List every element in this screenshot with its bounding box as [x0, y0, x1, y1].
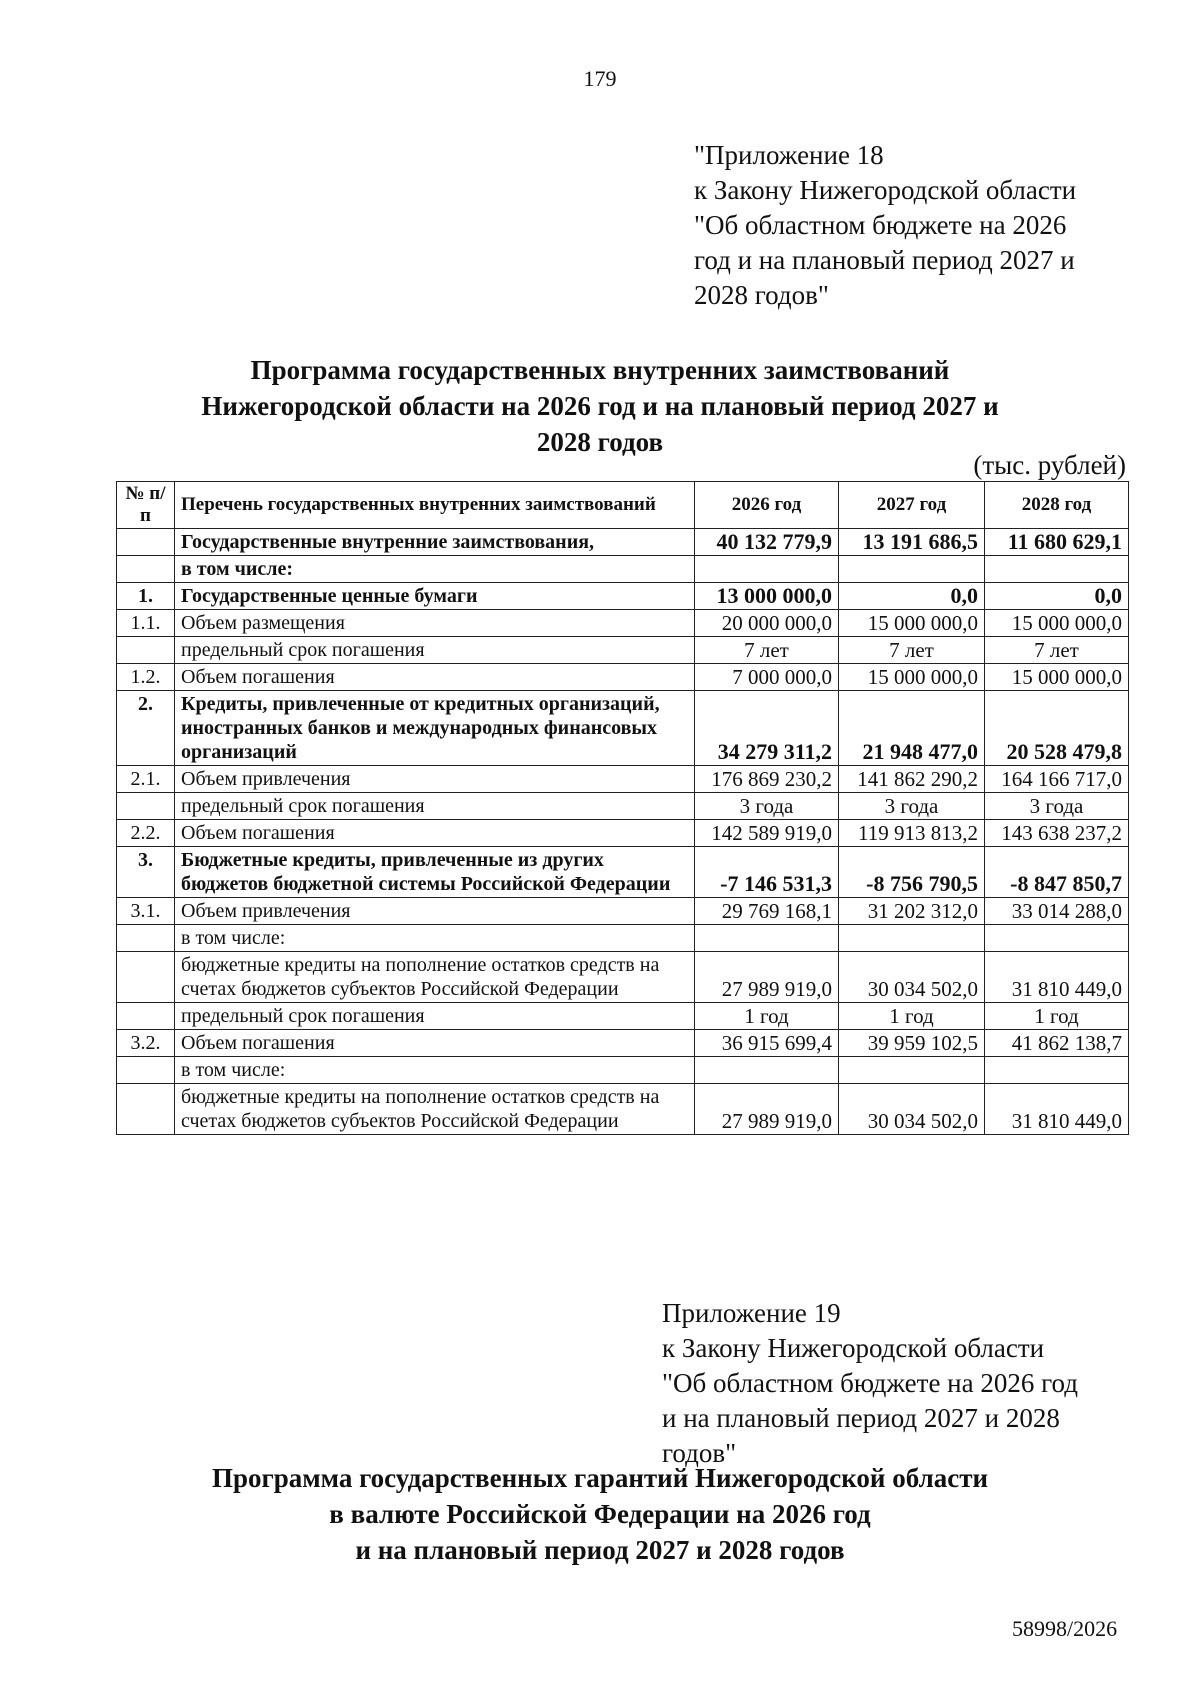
guarantee-program-title — [0, 1460, 1200, 1568]
table-row — [117, 1003, 1129, 1030]
value-2028: 31 810 449,0 — [985, 952, 1129, 1003]
table-row — [117, 610, 1129, 637]
value-2026: 27 989 919,0 — [695, 1084, 839, 1135]
value-2027: 3 года — [839, 793, 985, 820]
value-2028 — [985, 1057, 1129, 1084]
value-2028: 41 862 138,7 — [985, 1030, 1129, 1057]
table-row — [117, 952, 1129, 1003]
value-2028: 20 528 479,8 — [985, 691, 1129, 766]
value-2027 — [839, 1057, 985, 1084]
row-name: бюджетные кредиты на пополнение остатков средств на счетах бюджетов субъектов Российской Федерации — [175, 1084, 695, 1135]
table-row — [117, 925, 1129, 952]
appendix-18-header — [694, 138, 1114, 313]
appendix-19-line: к Закону Нижегородской области — [662, 1333, 1045, 1363]
value-2027: 31 202 312,0 — [839, 898, 985, 925]
row-number: 2.2. — [117, 820, 175, 847]
title-line: и на плановый период 2027 и 2028 годов — [355, 1535, 845, 1565]
value-2027: 141 862 290,2 — [839, 766, 985, 793]
row-number — [117, 529, 175, 556]
value-2026: 1 год — [695, 1003, 839, 1030]
value-2028: 15 000 000,0 — [985, 664, 1129, 691]
row-name: Объем размещения — [175, 610, 695, 637]
value-2027: 15 000 000,0 — [839, 610, 985, 637]
table-header-row — [117, 482, 1129, 529]
borrowings-table — [116, 481, 1129, 1135]
table-row — [117, 1084, 1129, 1135]
value-2028: 11 680 629,1 — [985, 529, 1129, 556]
document-code: 58998/2026 — [1012, 1616, 1118, 1641]
value-2028: 3 года — [985, 793, 1129, 820]
page-number: 179 — [583, 66, 617, 91]
value-2028: 1 год — [985, 1003, 1129, 1030]
value-2026: 142 589 919,0 — [695, 820, 839, 847]
value-2026: 3 года — [695, 793, 839, 820]
value-2026 — [695, 556, 839, 583]
appendix-18-line: к Закону Нижегородской области — [694, 175, 1077, 205]
header-2026: 2026 год — [695, 482, 839, 529]
row-name: Объем погашения — [175, 664, 695, 691]
table-row — [117, 1030, 1129, 1057]
appendix-19-line: Приложение 19 — [662, 1298, 841, 1328]
appendix-19-line: годов" — [662, 1438, 737, 1468]
row-number — [117, 952, 175, 1003]
table-row — [117, 637, 1129, 664]
value-2027: 7 лет — [839, 637, 985, 664]
appendix-18-line: "Приложение 18 — [694, 140, 884, 170]
row-name: в том числе: — [175, 1057, 695, 1084]
row-name: Объем погашения — [175, 1030, 695, 1057]
value-2028 — [985, 925, 1129, 952]
row-name: Государственные внутренние заимствования, — [175, 529, 695, 556]
appendix-19-line: и на плановый период 2027 и 2028 — [662, 1403, 1060, 1433]
appendix-19-line: "Об областном бюджете на 2026 год — [662, 1368, 1078, 1398]
borrowing-program-title — [0, 352, 1200, 460]
table-row — [117, 556, 1129, 583]
value-2027: 21 948 477,0 — [839, 691, 985, 766]
row-number — [117, 556, 175, 583]
value-2026: 34 279 311,2 — [695, 691, 839, 766]
appendix-18-line: 2028 годов" — [694, 280, 829, 310]
value-2026: 20 000 000,0 — [695, 610, 839, 637]
row-name: предельный срок погашения — [175, 793, 695, 820]
row-name: Бюджетные кредиты, привлеченные из других бюджетов бюджетной системы Российской Федерации — [175, 847, 695, 898]
appendix-18-line: год и на плановый период 2027 и — [694, 245, 1075, 275]
value-2027: 119 913 813,2 — [839, 820, 985, 847]
table-row — [117, 898, 1129, 925]
units-label: (тыс. рублей) — [973, 450, 1126, 480]
row-number — [117, 637, 175, 664]
value-2026 — [695, 925, 839, 952]
table-row — [117, 691, 1129, 766]
value-2026: 29 769 168,1 — [695, 898, 839, 925]
header-2028: 2028 год — [985, 482, 1129, 529]
table-row — [117, 529, 1129, 556]
value-2027: 13 191 686,5 — [839, 529, 985, 556]
table-row — [117, 664, 1129, 691]
header-name: Перечень государственных внутренних заимствований — [175, 482, 695, 529]
title-line: Программа государственных гарантий Нижегородской области — [211, 1463, 989, 1493]
value-2026: -7 146 531,3 — [695, 847, 839, 898]
value-2026: 7 лет — [695, 637, 839, 664]
value-2026: 40 132 779,9 — [695, 529, 839, 556]
table-row — [117, 820, 1129, 847]
table-row — [117, 793, 1129, 820]
value-2027 — [839, 556, 985, 583]
row-number — [117, 1003, 175, 1030]
title-line: Нижегородской области на 2026 год и на плановый период 2027 и — [201, 391, 999, 421]
row-number: 1. — [117, 583, 175, 610]
value-2026 — [695, 1057, 839, 1084]
row-name: предельный срок погашения — [175, 1003, 695, 1030]
row-name: Объем привлечения — [175, 766, 695, 793]
value-2027: 15 000 000,0 — [839, 664, 985, 691]
value-2027: 0,0 — [839, 583, 985, 610]
value-2026: 13 000 000,0 — [695, 583, 839, 610]
row-name: бюджетные кредиты на пополнение остатков средств на счетах бюджетов субъектов Российской Федерации — [175, 952, 695, 1003]
row-name: Объем привлечения — [175, 898, 695, 925]
value-2027: -8 756 790,5 — [839, 847, 985, 898]
value-2027: 1 год — [839, 1003, 985, 1030]
title-line: в валюте Российской Федерации на 2026 год — [329, 1499, 871, 1529]
row-number — [117, 1057, 175, 1084]
row-number — [117, 793, 175, 820]
row-number: 3.1. — [117, 898, 175, 925]
row-name: в том числе: — [175, 925, 695, 952]
row-number: 3. — [117, 847, 175, 898]
value-2026: 7 000 000,0 — [695, 664, 839, 691]
value-2028: 15 000 000,0 — [985, 610, 1129, 637]
appendix-18-line: "Об областном бюджете на 2026 — [694, 210, 1067, 240]
value-2026: 176 869 230,2 — [695, 766, 839, 793]
table-row — [117, 1057, 1129, 1084]
value-2027: 30 034 502,0 — [839, 1084, 985, 1135]
value-2028: -8 847 850,7 — [985, 847, 1129, 898]
value-2026: 36 915 699,4 — [695, 1030, 839, 1057]
value-2027: 39 959 102,5 — [839, 1030, 985, 1057]
row-number: 1.2. — [117, 664, 175, 691]
row-name: Объем погашения — [175, 820, 695, 847]
row-number: 1.1. — [117, 610, 175, 637]
table-row — [117, 766, 1129, 793]
row-number: 2. — [117, 691, 175, 766]
value-2028: 143 638 237,2 — [985, 820, 1129, 847]
row-name: в том числе: — [175, 556, 695, 583]
row-name: Кредиты, привлеченные от кредитных организаций, иностранных банков и международных финансовых организаций — [175, 691, 695, 766]
value-2027: 30 034 502,0 — [839, 952, 985, 1003]
row-name: Государственные ценные бумаги — [175, 583, 695, 610]
row-number — [117, 1084, 175, 1135]
row-number — [117, 925, 175, 952]
table-row — [117, 583, 1129, 610]
row-number: 3.2. — [117, 1030, 175, 1057]
value-2028: 164 166 717,0 — [985, 766, 1129, 793]
header-num: № п/п — [117, 482, 175, 529]
appendix-19-header — [662, 1296, 1112, 1471]
value-2026: 27 989 919,0 — [695, 952, 839, 1003]
value-2027 — [839, 925, 985, 952]
table-body — [117, 529, 1129, 1135]
row-name: предельный срок погашения — [175, 637, 695, 664]
title-line: 2028 годов — [536, 427, 664, 457]
value-2028: 7 лет — [985, 637, 1129, 664]
value-2028: 33 014 288,0 — [985, 898, 1129, 925]
row-number: 2.1. — [117, 766, 175, 793]
value-2028: 31 810 449,0 — [985, 1084, 1129, 1135]
value-2028: 0,0 — [985, 583, 1129, 610]
value-2028 — [985, 556, 1129, 583]
title-line: Программа государственных внутренних заимствований — [250, 355, 950, 385]
table-row — [117, 847, 1129, 898]
header-2027: 2027 год — [839, 482, 985, 529]
